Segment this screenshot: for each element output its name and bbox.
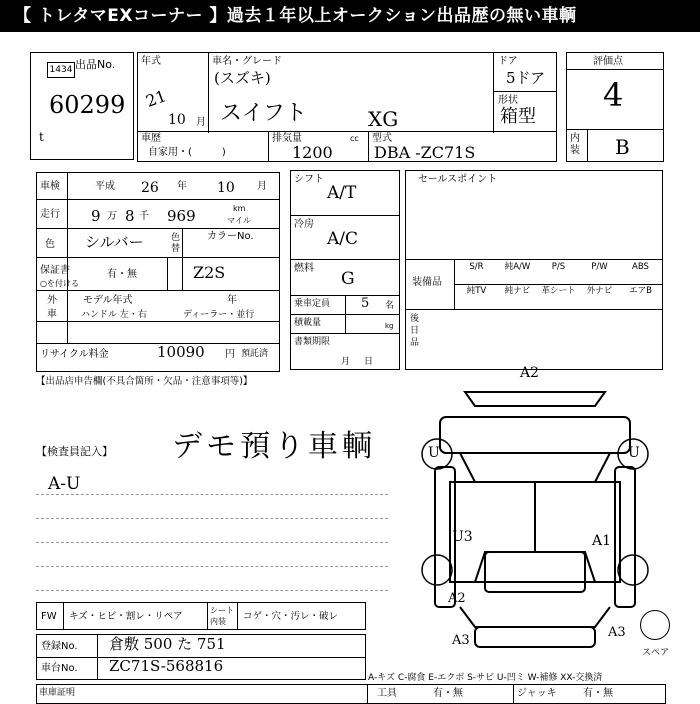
- interior-grade: B: [615, 135, 630, 159]
- car-diagram: [405, 372, 670, 668]
- equipment-item: 外ナビ: [586, 286, 613, 296]
- equipment-item: P/S: [551, 262, 566, 272]
- displacement-unit: cc: [350, 134, 359, 143]
- shift-value: A/T: [327, 183, 357, 203]
- damage-mark: U: [628, 445, 640, 461]
- registration-value: 倉敷 500 た 751: [109, 635, 226, 653]
- capacity-unit: 名: [385, 301, 395, 311]
- color-label: 色: [45, 239, 55, 250]
- displacement-label: 排気量: [272, 133, 302, 144]
- mileage-rest: 969: [167, 207, 196, 225]
- interior-label: 内装: [570, 133, 580, 156]
- warranty-options: 有・無: [107, 269, 137, 280]
- registration-block: [36, 634, 366, 680]
- capacity-label: 乗車定員: [294, 299, 331, 309]
- doc-expiry-unit: 月日: [341, 357, 388, 367]
- model-maker: (スズキ): [214, 69, 271, 87]
- displacement-value: 1200: [292, 143, 333, 162]
- color-paint-label: 色替: [171, 233, 181, 254]
- ruled-line: [36, 518, 388, 519]
- grade-box: [566, 52, 664, 162]
- fuel-label: 燃料: [294, 263, 314, 274]
- damage-legend: A-キズ C-腐食 E-エクボ S-サビ U-凹ミ W-補修 XX-交換済: [368, 673, 603, 683]
- mileage-man-unit: 万: [107, 211, 117, 222]
- model-grade: XG: [368, 107, 399, 131]
- import-label-b: 車: [47, 309, 57, 320]
- damage-mark: U: [428, 445, 440, 461]
- history-label: 車歴: [141, 133, 161, 144]
- seller-notes-label: 【出品店申告欄(不具合箇所・欠品・注意事項等)】: [36, 376, 253, 387]
- equipment-item: P/W: [591, 262, 608, 272]
- body-type-label: 形状: [498, 95, 518, 106]
- inspector-handwriting: デモ預り車輌: [172, 429, 376, 464]
- import-dealer: ディーラー・並行: [183, 310, 255, 320]
- chassis-value: ZC71S-568816: [109, 657, 224, 675]
- lot-label: 出品No.: [75, 58, 116, 71]
- page-title: 【 トレタマEXコーナー 】過去１年以上オークション出品歴の無い車輌: [0, 0, 700, 32]
- jack-label: ジャッキ: [517, 688, 557, 699]
- mileage-sen-unit: 千: [139, 211, 149, 222]
- spec-block: [290, 170, 400, 370]
- ac-label: 冷房: [294, 219, 314, 230]
- lot-mark: t: [39, 130, 44, 144]
- mileage-sen: 8: [125, 207, 135, 225]
- year-month-unit: 月: [196, 117, 206, 128]
- mileage-km: km: [233, 204, 246, 213]
- warranty-label: 保証書: [40, 265, 70, 276]
- ac-value: A/C: [327, 229, 359, 249]
- equipment-label: 装備品: [412, 277, 442, 288]
- color-no: Z2S: [193, 263, 226, 282]
- fw-seat-row: [36, 602, 366, 630]
- garage-cert-label: 車庫証明: [39, 688, 76, 698]
- body-type-value: 箱型: [500, 106, 536, 127]
- registration-label: 登録No.: [41, 641, 78, 652]
- doors-label: ドア: [498, 56, 518, 67]
- equipment-item: 純A/W: [504, 262, 531, 272]
- lot-inner-box: [47, 62, 75, 78]
- fuel-value: G: [341, 269, 355, 289]
- fw-options: キズ・ヒビ・割レ・リペア: [69, 611, 183, 622]
- mileage-mile: マイル: [227, 216, 251, 225]
- capacity-value: 5: [361, 296, 370, 311]
- inspection-year-unit: 年: [177, 181, 187, 192]
- detail-block: [36, 172, 280, 372]
- doc-expiry-label: 書類期限: [294, 337, 331, 347]
- load-label: 積載量: [294, 318, 322, 328]
- damage-mark: A2: [448, 591, 466, 606]
- year-value-a: 21: [143, 86, 169, 111]
- equipment-item: エアB: [629, 286, 652, 296]
- year-label: 年式: [141, 56, 161, 67]
- damage-mark: U3: [452, 529, 473, 545]
- mileage-man: 9: [91, 207, 101, 225]
- tools-options: 有・無: [433, 688, 463, 699]
- import-handle: ハンドル 左・右: [81, 310, 147, 320]
- lot-box-number: 1434: [49, 65, 73, 75]
- lot-box: [30, 52, 134, 160]
- warranty-note: ○を付ける: [40, 279, 79, 288]
- inspector-line1: A-U: [48, 474, 81, 494]
- damage-mark: A2: [520, 365, 540, 381]
- spare-tire-icon: [640, 610, 670, 640]
- doors-value: 5ドア: [506, 69, 546, 87]
- import-label-a: 外: [47, 295, 57, 306]
- spare-label: スペア: [642, 648, 670, 658]
- history-value: 自家用・( ): [148, 147, 226, 158]
- lot-number: 60299: [49, 91, 126, 119]
- inspection-label: 車検: [40, 181, 60, 192]
- damage-mark: A1: [592, 533, 612, 549]
- seat-label: シート内装: [210, 606, 234, 626]
- type-code-value: DBA -ZC71S: [374, 143, 476, 162]
- ruled-line: [36, 494, 388, 495]
- inspection-era: 平成: [95, 181, 115, 192]
- equipment-item: S/R: [469, 262, 484, 272]
- inspection-month: 10: [217, 180, 235, 196]
- chassis-label: 車台No.: [41, 663, 78, 674]
- vehicle-info-block: [137, 52, 557, 162]
- inspection-month-unit: 月: [257, 181, 267, 192]
- ruled-line: [36, 590, 388, 591]
- import-model-year: モデル年式: [83, 295, 133, 306]
- recycle-label: リサイクル料金: [40, 349, 109, 360]
- tools-label: 工具: [377, 688, 397, 699]
- damage-mark: A3: [608, 625, 626, 640]
- import-year: 年: [227, 295, 237, 306]
- recycle-unit: 円: [225, 349, 235, 360]
- grade-label: 評価点: [593, 56, 623, 67]
- color-no-label: カラーNo.: [207, 231, 254, 242]
- type-code-label: 型式: [372, 133, 392, 144]
- shift-label: シフト: [294, 174, 324, 185]
- sales-point-label: セールスポイント: [418, 174, 498, 185]
- ruled-line: [36, 542, 388, 543]
- seat-options: コゲ・穴・汚レ・破レ: [243, 611, 339, 622]
- inspector-label: 【検査員記入】: [36, 445, 113, 458]
- color-value: シルバー: [85, 233, 144, 251]
- ruled-line: [36, 566, 388, 567]
- equipment-item: 革シート: [541, 286, 576, 296]
- recycle-value: 10090: [157, 343, 205, 361]
- damage-mark: A3: [452, 633, 470, 648]
- inspection-year: 26: [141, 180, 159, 196]
- recycle-note: 預託済: [241, 349, 269, 359]
- mileage-label: 走行: [40, 209, 60, 220]
- year-value-b: 10: [168, 112, 186, 128]
- model-name: スイフト: [220, 101, 307, 126]
- equipment-item: ABS: [632, 262, 649, 272]
- bottom-row: [36, 684, 666, 704]
- fw-label: FW: [41, 611, 57, 622]
- model-label: 車名・グレード: [212, 56, 282, 67]
- equipment-item: 純TV: [466, 286, 487, 296]
- later-items-label: 後日品: [410, 314, 420, 348]
- load-unit: kg: [385, 322, 394, 330]
- jack-options: 有・無: [583, 688, 613, 699]
- grade-score: 4: [603, 76, 624, 114]
- equipment-item: 純ナビ: [504, 286, 531, 296]
